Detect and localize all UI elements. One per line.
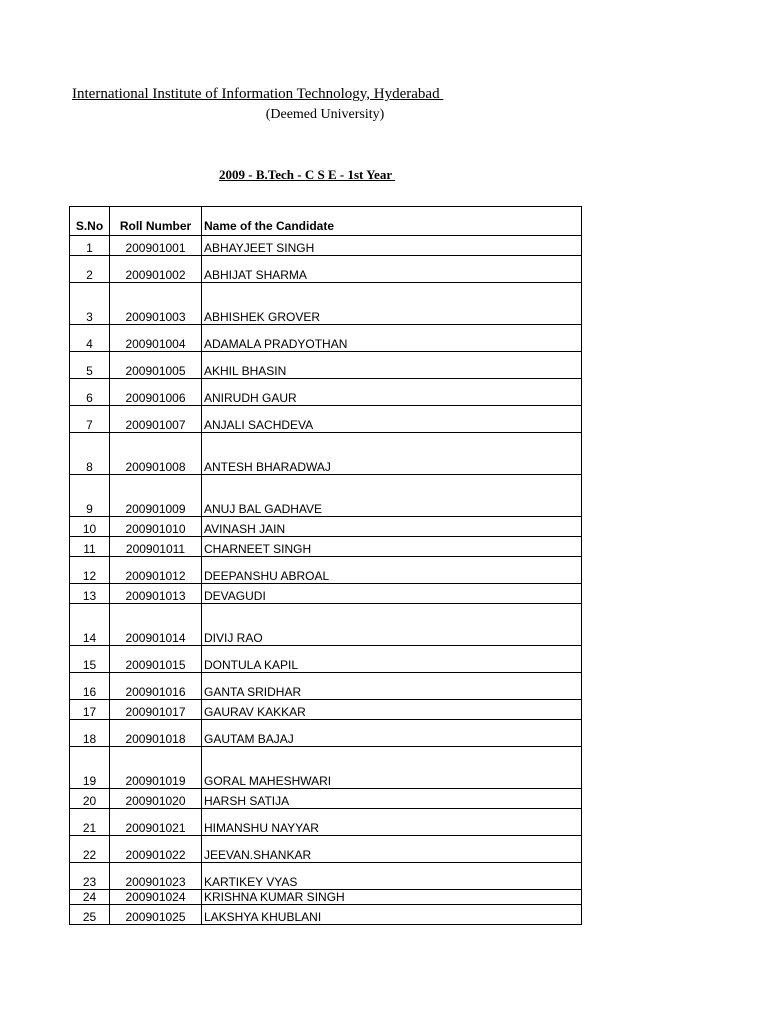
- roll-number-cell: 200901021: [110, 809, 202, 836]
- sno-cell: 5: [70, 352, 110, 379]
- table-row: [70, 475, 582, 517]
- candidate-name-cell: ANIRUDH GAUR: [202, 379, 582, 406]
- column-header-candidate-name: Name of the Candidate: [202, 207, 582, 236]
- table-row: [70, 325, 582, 352]
- candidate-name-cell: JEEVAN.SHANKAR: [202, 836, 582, 863]
- roll-number-cell: 200901018: [110, 720, 202, 747]
- table-row: [70, 905, 582, 925]
- table-row: [70, 809, 582, 836]
- candidate-name-cell: DEEPANSHU ABROAL: [202, 557, 582, 584]
- roll-number-cell: 200901003: [110, 283, 202, 325]
- sno-cell: 8: [70, 433, 110, 475]
- table-header-row: [70, 207, 582, 236]
- roll-number-cell: 200901008: [110, 433, 202, 475]
- table-row: [70, 836, 582, 863]
- sno-cell: 11: [70, 537, 110, 557]
- roll-number-cell: 200901020: [110, 789, 202, 809]
- sno-cell: 1: [70, 236, 110, 256]
- sno-cell: 4: [70, 325, 110, 352]
- roll-number-cell: 200901017: [110, 700, 202, 720]
- table-row: [70, 700, 582, 720]
- table-row: [70, 673, 582, 700]
- roll-number-cell: 200901011: [110, 537, 202, 557]
- roll-number-cell: 200901023: [110, 863, 202, 890]
- roll-number-cell: 200901004: [110, 325, 202, 352]
- candidate-name-cell: AKHIL BHASIN: [202, 352, 582, 379]
- sno-cell: 25: [70, 905, 110, 925]
- candidate-name-cell: ANJALI SACHDEVA: [202, 406, 582, 433]
- table-row: [70, 236, 582, 256]
- candidate-name-cell: HIMANSHU NAYYAR: [202, 809, 582, 836]
- candidate-name-cell: ANUJ BAL GADHAVE: [202, 475, 582, 517]
- sno-cell: 17: [70, 700, 110, 720]
- candidate-name-cell: ABHISHEK GROVER: [202, 283, 582, 325]
- institute-title: International Institute of Information Technology, Hyderabad: [72, 86, 444, 102]
- table-row: [70, 890, 582, 905]
- table-row: [70, 256, 582, 283]
- course-heading: 2009 - B.Tech - C S E - 1st Year: [219, 167, 396, 182]
- roll-number-cell: 200901014: [110, 604, 202, 646]
- sno-cell: 23: [70, 863, 110, 890]
- table-row: [70, 863, 582, 890]
- roll-number-cell: 200901019: [110, 747, 202, 789]
- roll-number-cell: 200901024: [110, 890, 202, 905]
- sno-cell: 14: [70, 604, 110, 646]
- column-header-sno: S.No: [70, 207, 110, 236]
- sno-cell: 7: [70, 406, 110, 433]
- candidate-table: [69, 206, 582, 925]
- candidate-name-cell: GORAL MAHESHWARI: [202, 747, 582, 789]
- table-row: [70, 720, 582, 747]
- candidate-name-cell: ABHAYJEET SINGH: [202, 236, 582, 256]
- table-row: [70, 283, 582, 325]
- roll-number-cell: 200901005: [110, 352, 202, 379]
- candidate-name-cell: KRISHNA KUMAR SINGH: [202, 890, 582, 905]
- sno-cell: 2: [70, 256, 110, 283]
- sno-cell: 13: [70, 584, 110, 604]
- candidate-name-cell: GANTA SRIDHAR: [202, 673, 582, 700]
- sno-cell: 16: [70, 673, 110, 700]
- table-row: [70, 406, 582, 433]
- candidate-name-cell: KARTIKEY VYAS: [202, 863, 582, 890]
- roll-number-cell: 200901002: [110, 256, 202, 283]
- sno-cell: 21: [70, 809, 110, 836]
- sno-cell: 20: [70, 789, 110, 809]
- candidate-name-cell: DEVAGUDI: [202, 584, 582, 604]
- candidate-name-cell: CHARNEET SINGH: [202, 537, 582, 557]
- table-row: [70, 646, 582, 673]
- table-row: [70, 747, 582, 789]
- roll-number-cell: 200901025: [110, 905, 202, 925]
- table-row: [70, 433, 582, 475]
- sno-cell: 3: [70, 283, 110, 325]
- table-row: [70, 604, 582, 646]
- roll-number-cell: 200901022: [110, 836, 202, 863]
- roll-number-cell: 200901009: [110, 475, 202, 517]
- sno-cell: 24: [70, 890, 110, 905]
- roll-number-cell: 200901015: [110, 646, 202, 673]
- sno-cell: 19: [70, 747, 110, 789]
- table-row: [70, 789, 582, 809]
- candidate-name-cell: DIVIJ RAO: [202, 604, 582, 646]
- candidate-name-cell: GAURAV KAKKAR: [202, 700, 582, 720]
- sno-cell: 9: [70, 475, 110, 517]
- table-row: [70, 517, 582, 537]
- column-header-roll-number: Roll Number: [110, 207, 202, 236]
- table-row: [70, 557, 582, 584]
- sno-cell: 6: [70, 379, 110, 406]
- sno-cell: 18: [70, 720, 110, 747]
- sno-cell: 12: [70, 557, 110, 584]
- sno-cell: 10: [70, 517, 110, 537]
- table-row: [70, 584, 582, 604]
- candidate-name-cell: GAUTAM BAJAJ: [202, 720, 582, 747]
- candidate-name-cell: AVINASH JAIN: [202, 517, 582, 537]
- university-status: (Deemed University): [265, 107, 385, 122]
- sno-cell: 15: [70, 646, 110, 673]
- candidate-name-cell: HARSH SATIJA: [202, 789, 582, 809]
- roll-number-cell: 200901012: [110, 557, 202, 584]
- table-row: [70, 379, 582, 406]
- table-row: [70, 352, 582, 379]
- sno-cell: 22: [70, 836, 110, 863]
- candidate-name-cell: LAKSHYA KHUBLANI: [202, 905, 582, 925]
- roll-number-cell: 200901016: [110, 673, 202, 700]
- roll-number-cell: 200901006: [110, 379, 202, 406]
- roll-number-cell: 200901013: [110, 584, 202, 604]
- roll-number-cell: 200901010: [110, 517, 202, 537]
- candidate-name-cell: DONTULA KAPIL: [202, 646, 582, 673]
- candidate-name-cell: ANTESH BHARADWAJ: [202, 433, 582, 475]
- roll-number-cell: 200901001: [110, 236, 202, 256]
- table-row: [70, 537, 582, 557]
- roll-number-cell: 200901007: [110, 406, 202, 433]
- candidate-name-cell: ABHIJAT SHARMA: [202, 256, 582, 283]
- candidate-name-cell: ADAMALA PRADYOTHAN: [202, 325, 582, 352]
